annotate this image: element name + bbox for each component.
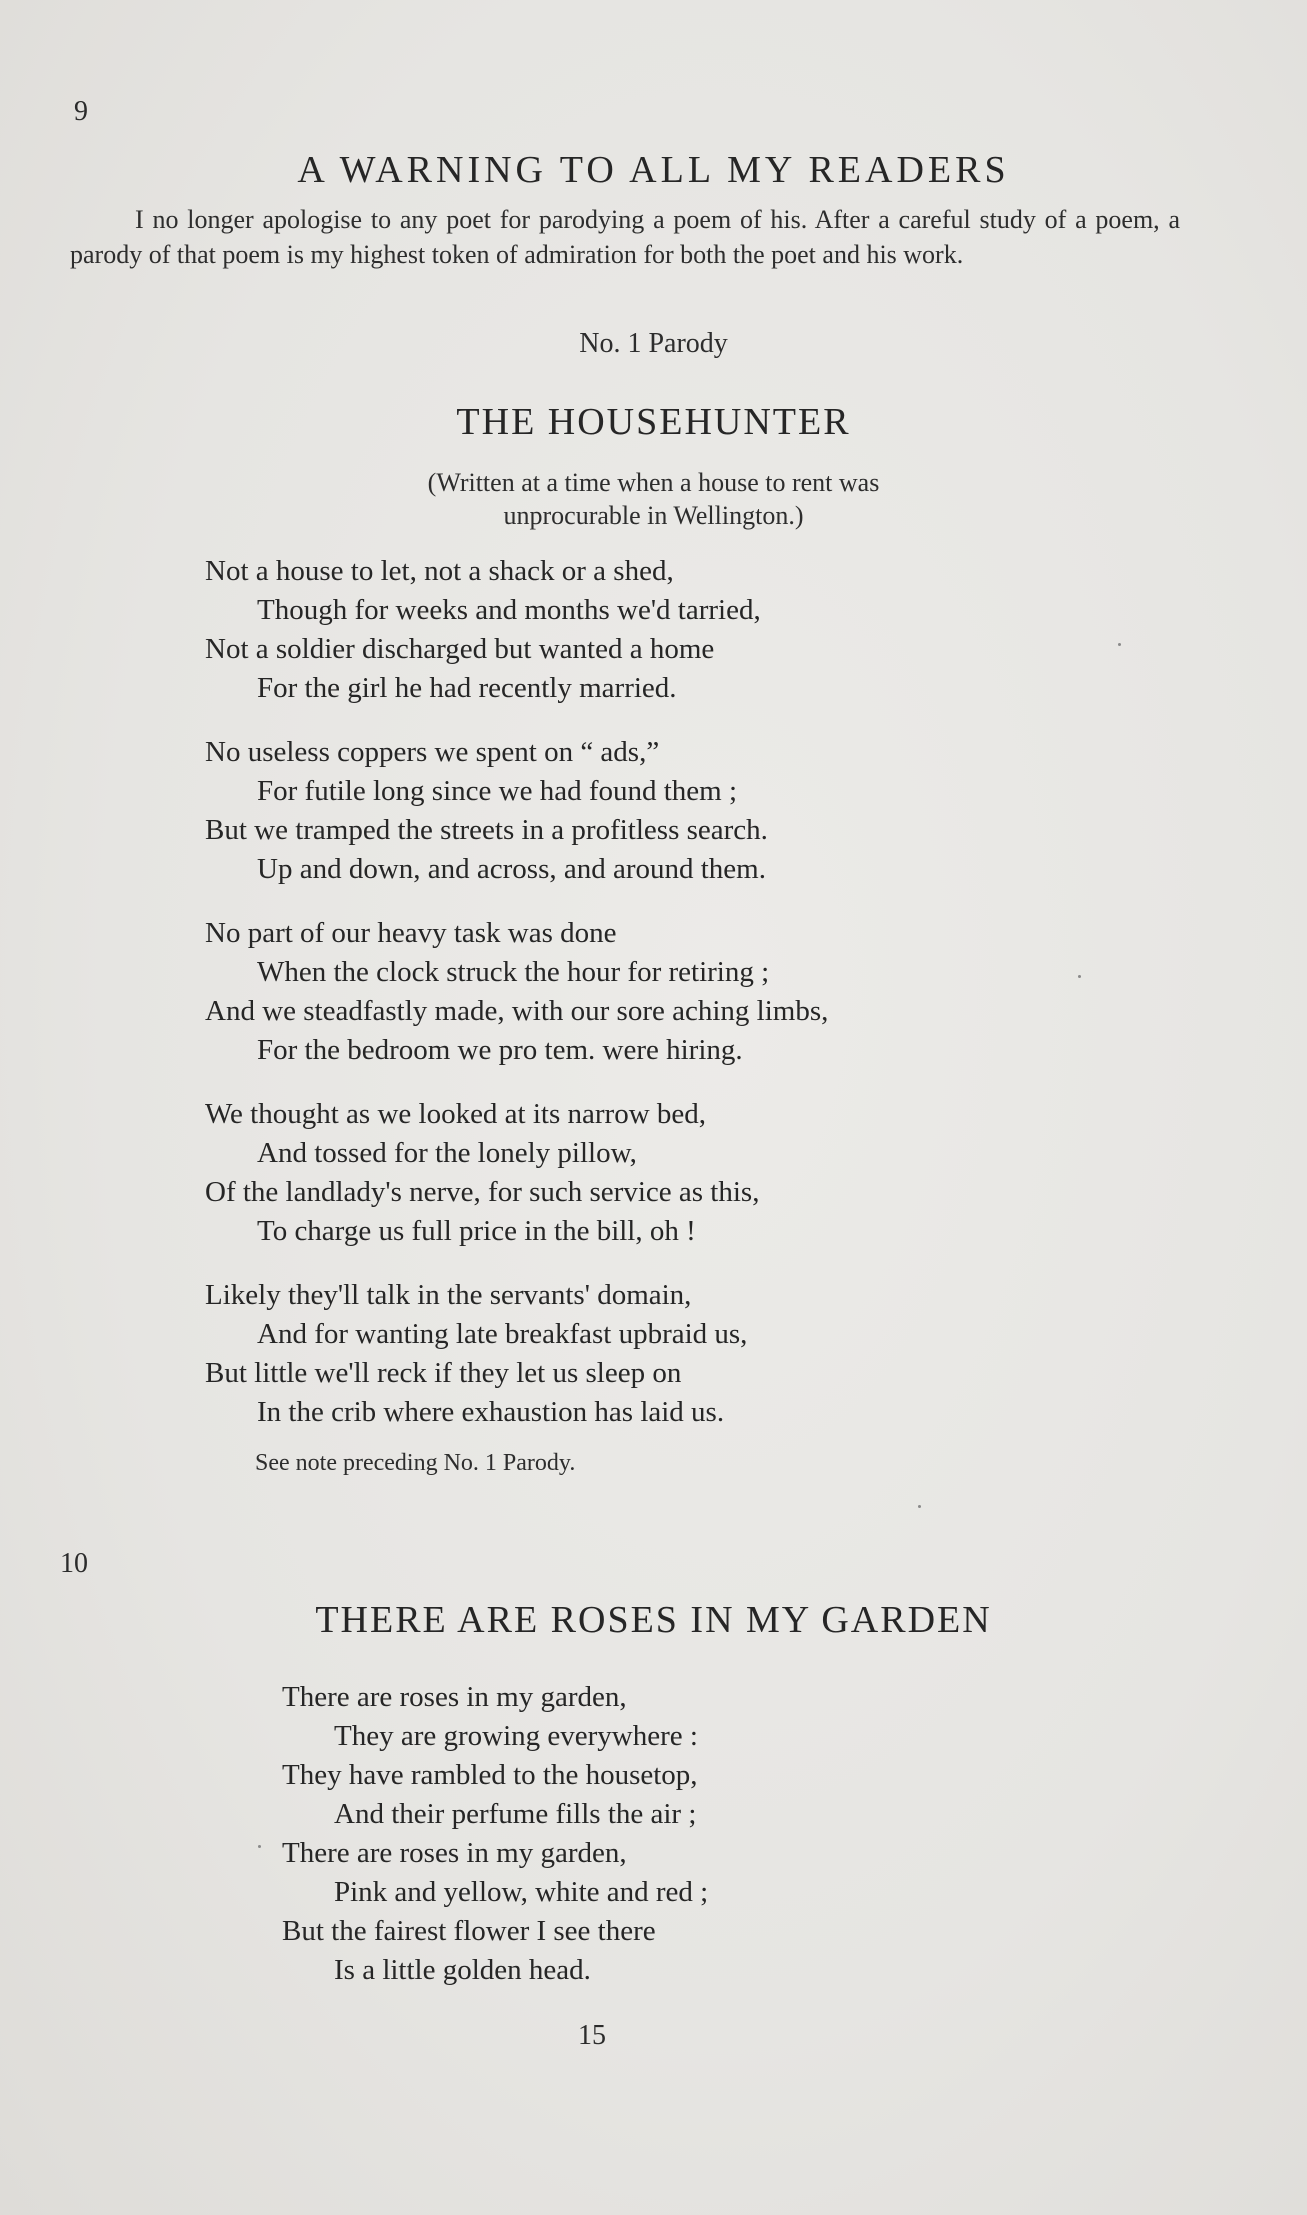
poem-line: No part of our heavy task was done	[205, 917, 617, 949]
page-number-top: 9	[74, 96, 88, 127]
parody-label: No. 1 Parody	[579, 328, 728, 359]
poem-line: But little we'll reck if they let us sleep on	[205, 1357, 682, 1389]
poem-line: And tossed for the lonely pillow,	[257, 1137, 637, 1169]
poem-line: For futile long since we had found them ;	[257, 775, 738, 807]
poem-line: But we tramped the streets in a profitless search.	[205, 814, 768, 846]
stanza-2	[205, 733, 828, 889]
poem-line: Not a house to let, not a shack or a shed,	[205, 555, 674, 587]
stanza-3	[205, 914, 828, 1070]
poem-line: We thought as we looked at its narrow bed,	[205, 1098, 707, 1130]
paper-speck	[918, 1505, 921, 1508]
househunter-subtitle	[0, 466, 1307, 532]
poem-line: Though for weeks and months we'd tarried,	[257, 594, 761, 626]
paper-speck	[1118, 643, 1121, 646]
poem-line: Up and down, and across, and around them.	[257, 853, 766, 885]
poem-line: They are growing everywhere :	[334, 1720, 698, 1752]
poem-line: No useless coppers we spent on “ ads,”	[205, 736, 660, 768]
poem-line: Pink and yellow, white and red ;	[334, 1876, 709, 1908]
poem-line: When the clock struck the hour for retiring ;	[257, 956, 770, 988]
poem-line: And their perfume fills the air ;	[334, 1798, 697, 1830]
roses-poem	[282, 1678, 708, 1990]
househunter-title: THE HOUSEHUNTER	[456, 401, 851, 443]
poem-line: And for wanting late breakfast upbraid us,	[257, 1318, 748, 1350]
poem-line: Not a soldier discharged but wanted a home	[205, 633, 715, 665]
poem-line: To charge us full price in the bill, oh !	[257, 1215, 696, 1247]
parody-note: See note preceding No. 1 Parody.	[255, 1450, 576, 1476]
warning-title: A WARNING TO ALL MY READERS	[297, 149, 1010, 191]
stanza-1	[205, 552, 828, 708]
poem-line: There are roses in my garden,	[282, 1681, 627, 1713]
poem-line: And we steadfastly made, with our sore aching limbs,	[205, 995, 829, 1027]
poem-line: But the fairest flower I see there	[282, 1915, 656, 1947]
subtitle-line-1: (Written at a time when a house to rent was	[427, 468, 880, 497]
poem-line: They have rambled to the housetop,	[282, 1759, 698, 1791]
poem-line: Of the landlady's nerve, for such service as this,	[205, 1176, 760, 1208]
poem-line: For the bedroom we pro tem. were hiring.	[257, 1034, 743, 1066]
poem-line: There are roses in my garden,	[282, 1837, 627, 1869]
section-number: 10	[60, 1548, 88, 1579]
page-number-footer: 15	[578, 2020, 606, 2051]
stanza-5	[205, 1276, 828, 1432]
warning-text: I no longer apologise to any poet for parodying a poem of his. After a careful study of a poem, a parody of that poem is my highest token of admiration for both the poet and his work.	[70, 205, 1180, 269]
poem-line: Is a little golden head.	[334, 1954, 591, 1986]
roses-title: THERE ARE ROSES IN MY GARDEN	[315, 1599, 992, 1641]
paper-speck	[1078, 975, 1081, 978]
poem-line: For the girl he had recently married.	[257, 672, 677, 704]
poem-line: Likely they'll talk in the servants' domain,	[205, 1279, 692, 1311]
subtitle-line-2: unprocurable in Wellington.)	[503, 501, 804, 530]
poem-line: In the crib where exhaustion has laid us.	[257, 1396, 725, 1428]
househunter-poem	[205, 552, 828, 1457]
stanza-4	[205, 1095, 828, 1251]
paper-speck	[258, 1845, 261, 1848]
